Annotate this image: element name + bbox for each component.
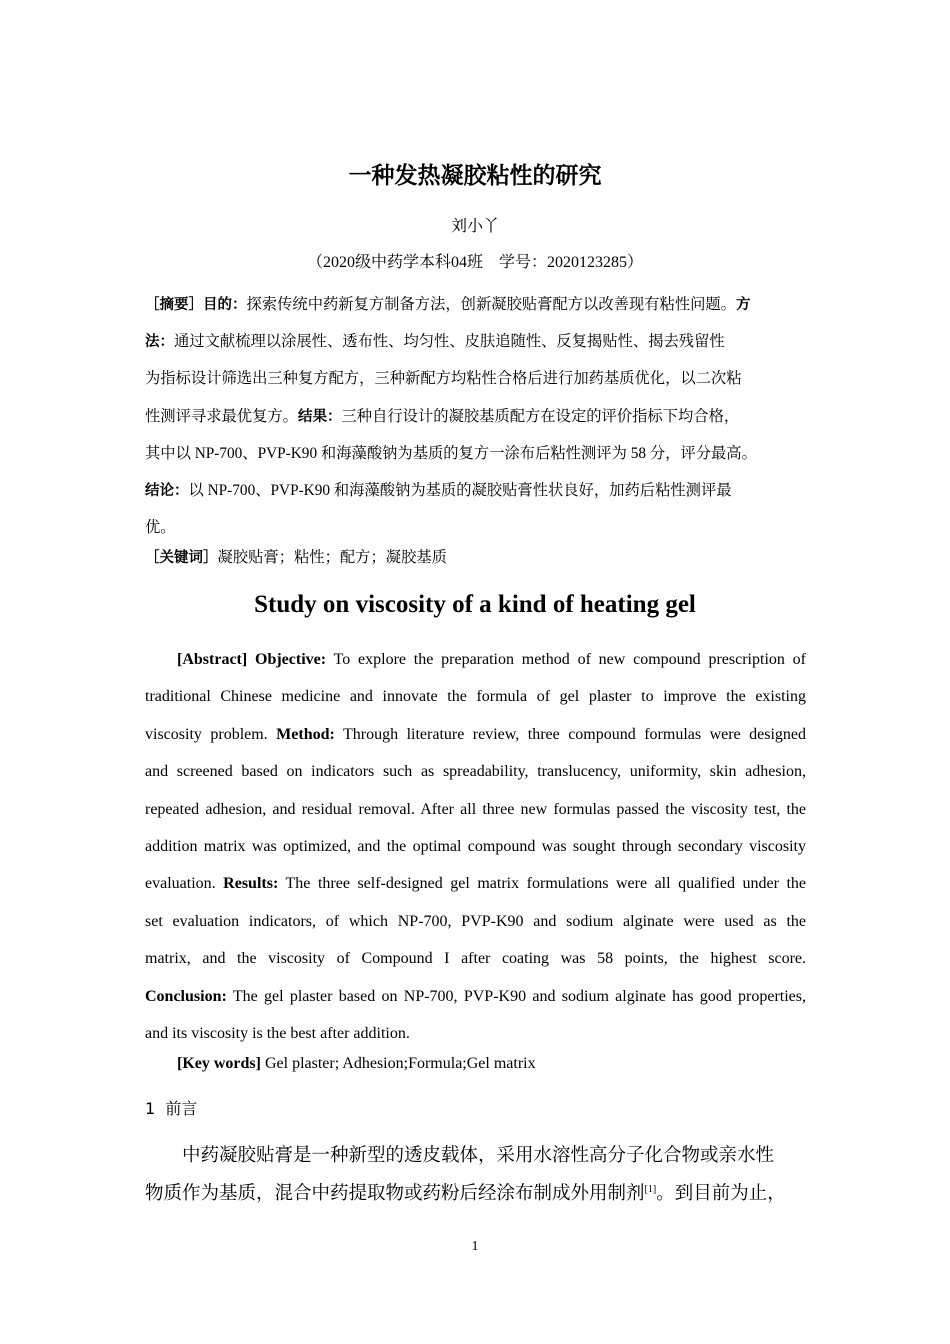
- english-keywords: [177, 1051, 536, 1077]
- en-abstract-line: [145, 903, 806, 940]
- results-label: 结果：: [297, 408, 342, 425]
- en-abstract-line: [145, 828, 806, 865]
- chinese-abstract: [145, 286, 817, 546]
- en-abstract-line: [145, 678, 806, 715]
- citation-reference[interactable]: [1]: [644, 1184, 657, 1195]
- objective-text: To explore the preparation method of new compound prescription of: [333, 651, 807, 668]
- section-number: 1: [145, 1099, 156, 1118]
- en-abstract-line: [145, 716, 806, 753]
- method-text: Through literature review, three compound formulas were designed: [343, 725, 807, 743]
- cn-abstract-line: [145, 398, 817, 435]
- en-abstract-line: [145, 940, 806, 977]
- method-text: 为指标设计筛选出三种复方配方，三种新配方均粘性合格后进行加药基质优化，以二次粘: [145, 370, 742, 388]
- conclusion-text: 优。: [145, 519, 176, 537]
- cn-abstract-line: [145, 286, 817, 323]
- conclusion-label: 结论：: [145, 482, 189, 499]
- conclusion-text: and its viscosity is the best after addition.: [145, 1024, 410, 1042]
- en-abstract-line: [145, 978, 806, 1015]
- results-text: 三种自行设计的凝胶基质配方在设定的评价指标下均合格，: [341, 407, 740, 425]
- en-abstract-line: [145, 641, 806, 678]
- objective-label: Objective:: [255, 651, 327, 668]
- conclusion-text: The gel plaster based on NP-700, PVP-K90 and sodium alginate has good properties,: [232, 987, 806, 1005]
- en-keywords-label: [Key words]: [177, 1055, 261, 1072]
- cn-abstract-line: [145, 435, 817, 472]
- conclusion-label: Conclusion:: [145, 987, 227, 1005]
- objective-text: traditional Chinese medicine and innovate the formula of gel plaster to improve the existing: [145, 688, 806, 706]
- en-abstract-line: [145, 753, 806, 790]
- method-text: repeated adhesion, and residual removal. After all three new formulas passed the viscosity test, the: [145, 800, 806, 818]
- cn-abstract-line: [145, 472, 817, 509]
- page-number: 1: [471, 1239, 479, 1254]
- method-label-part: 方: [736, 297, 751, 313]
- en-abstract-label: [Abstract]: [177, 651, 248, 668]
- cn-keywords-label: ［关键词］: [145, 550, 218, 566]
- en-abstract-line: [145, 1015, 806, 1052]
- intro-text: 。到目前为止，: [656, 1184, 786, 1204]
- objective-label: 目的：: [203, 297, 247, 313]
- section-heading: [145, 1096, 197, 1122]
- intro-text: 中药凝胶贴膏是一种新型的透皮载体，采用水溶性高分子化合物或亲水性: [182, 1146, 775, 1166]
- cn-keywords-text: 凝胶贴膏；粘性；配方；凝胶基质: [217, 549, 447, 566]
- results-text: The three self-designed gel matrix formulations were all qualified under the: [285, 875, 806, 893]
- author-name: 刘小丫: [450, 216, 499, 235]
- en-keywords-text: Gel plaster; Adhesion;Formula;Gel matrix: [264, 1055, 536, 1072]
- objective-text: viscosity problem.: [145, 725, 268, 743]
- section-title: 前言: [165, 1099, 198, 1118]
- cn-abstract-line: [145, 323, 817, 360]
- intro-line: [145, 1137, 817, 1175]
- method-label: Method:: [276, 725, 335, 743]
- method-text: evaluation.: [145, 875, 216, 893]
- results-text: set evaluation indicators, of which NP-700, PVP-K90 and sodium alginate were used as the: [145, 912, 806, 930]
- method-text: and screened based on indicators such as spreadability, translucency, uniformity, skin adhesion,: [145, 763, 806, 781]
- method-label-part: 法：: [145, 334, 174, 351]
- cn-abstract-line: [145, 509, 817, 546]
- english-title: Study on viscosity of a kind of heating gel: [254, 591, 696, 618]
- method-text: addition matrix was optimized, and the optimal compound was sought through secondary viscosity: [145, 837, 806, 855]
- cn-abstract-label: ［摘要］: [145, 297, 203, 313]
- conclusion-text: 以 NP-700、PVP-K90 和海藻酸钠为基质的凝胶贴膏性状良好，加药后粘性测评最: [188, 481, 732, 499]
- chinese-title: 一种发热凝胶粘性的研究: [348, 163, 602, 189]
- results-label: Results:: [223, 875, 279, 893]
- intro-line: [145, 1175, 817, 1213]
- en-abstract-line: [145, 791, 806, 828]
- results-text: 其中以 NP-700、PVP-K90 和海藻酸钠为基质的复方一涂布后粘性测评为 58 分，评分最高。: [145, 444, 757, 462]
- chinese-keywords: [145, 545, 447, 571]
- intro-text: 物质作为基质，混合中药提取物或药粉后经涂布制成外用制剂: [145, 1184, 645, 1204]
- method-text: 性测评寻求最优复方。: [145, 407, 298, 425]
- introduction-paragraph: [145, 1137, 817, 1213]
- en-abstract-line: [145, 865, 806, 902]
- results-text: matrix, and the viscosity of Compound I after coating was 58 points, the highest score.: [145, 950, 806, 968]
- author-affiliation: （2020级中药学本科04班 学号：2020123285）: [306, 254, 643, 271]
- cn-abstract-line: [145, 360, 817, 397]
- english-abstract: [145, 641, 806, 1052]
- objective-text: 探索传统中药新复方制备方法，创新凝胶贴膏配方以改善现有粘性问题。: [246, 296, 737, 313]
- method-text: 通过文献梳理以涂展性、透布性、均匀性、皮肤追随性、反复揭贴性、揭去残留性: [174, 333, 725, 351]
